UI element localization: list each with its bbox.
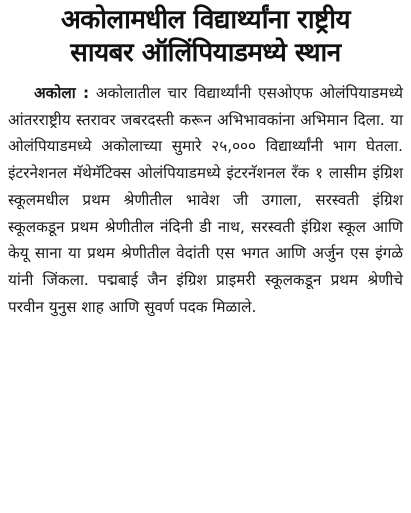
headline-line-1: अकोलामधील विद्यार्थ्यांना राष्ट्रीय	[60, 5, 351, 35]
article-body-text: अकोलातील चार विद्यार्थ्यांनी एसओएफ ओलंपियाडमध्ये आंतरराष्ट्रीय स्तरावर जबरदस्ती करून अभिभावकांना अभिमान दिला. या ओलंपियाडमध्ये अकोलाच्या सुमारे २५,००० विद्यार्थ्यांनी भाग घेतला. इंटरनेशनल मॅथेमॅटिक्स ओलंपियाडमध्ये इंटरनॅशनल रँक १ लासीम इंग्रिश स्कूलमधील प्रथम श्रेणीतील भावेश जी उगाला, सरस्वती इंग्रिश स्कूलकडून प्रथम श्रेणीतील नंदिनी डी नाथ, सरस्वती इंग्रिश स्कूल आणि केयू साना या प्रथम श्रेणीतील वेदांती एस भगत आणि अर्जुन एस इंगळे यांनी जिंकला. पद्मबाई जैन इंग्रिश प्राइमरी स्कूलकडून प्रथम श्रेणीचे परवीन युनुस शाह आणि सुवर्ण पदक मिळाले.	[8, 84, 403, 316]
article-headline	[8, 4, 403, 70]
dateline: अकोला :	[34, 84, 90, 102]
article-body	[8, 80, 403, 320]
headline-line-2: सायबर ऑलिंपियाडमध्ये स्थान	[70, 38, 341, 68]
